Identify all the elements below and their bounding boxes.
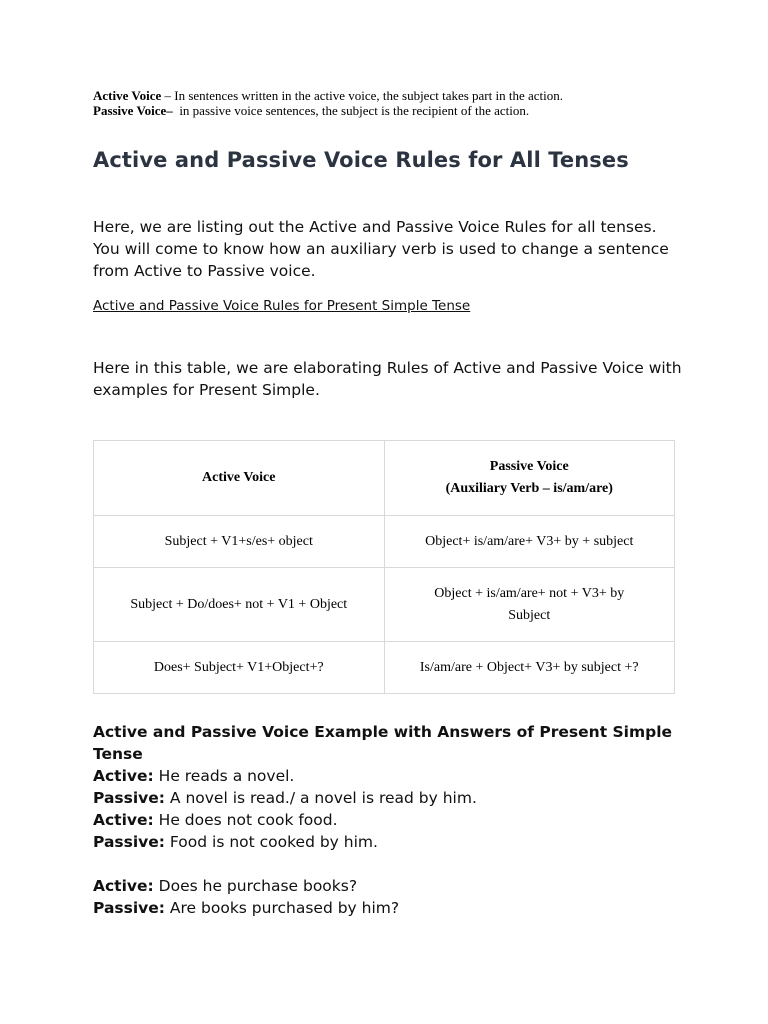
- example-active-line: [93, 765, 683, 787]
- header-active-voice: Active Voice: [94, 441, 385, 516]
- passive-voice-label: Passive Voice–: [93, 103, 173, 118]
- example-passive-text: Are books purchased by him?: [164, 899, 400, 917]
- example-passive-text: Food is not cooked by him.: [164, 833, 378, 851]
- intro-paragraph: Here, we are listing out the Active and Passive Voice Rules for all tenses. You will come to know how an auxiliary verb is used to change a sentence from Active to Passive voice.: [93, 218, 669, 280]
- header-passive-voice: [384, 441, 675, 516]
- cell-passive-rule: Object + is/am/are+ not + V3+ by Subject: [384, 568, 675, 642]
- table-row: [94, 642, 675, 694]
- header-passive-title: Passive Voice: [489, 459, 569, 474]
- active-voice-definition: [93, 88, 693, 103]
- examples-heading: Active and Passive Voice Example with Answers of Present Simple Tense: [93, 723, 673, 763]
- cell-active-rule: Subject + Do/does+ not + V1 + Object: [94, 568, 385, 642]
- page-title: Active and Passive Voice Rules for All Tenses: [93, 148, 629, 172]
- passive-label: Passive:: [93, 789, 165, 807]
- active-label: Active:: [93, 767, 154, 785]
- table-row: [94, 568, 675, 642]
- active-label: Active:: [93, 811, 154, 829]
- example-active-text: He does not cook food.: [153, 811, 338, 829]
- example-active-text: He reads a novel.: [153, 767, 295, 785]
- spacer: [93, 853, 683, 875]
- passive-voice-definition: [93, 103, 693, 118]
- passive-label: Passive:: [93, 833, 165, 851]
- example-active-text: Does he purchase books?: [153, 877, 358, 895]
- example-active-line: [93, 809, 683, 831]
- header-passive-auxiliary: (Auxiliary Verb – is/am/are): [445, 481, 613, 496]
- definitions-block: [93, 88, 693, 118]
- passive-voice-text: in passive voice sentences, the subject is the recipient of the action.: [172, 103, 530, 118]
- active-label: Active:: [93, 877, 154, 895]
- present-simple-rules-link[interactable]: Active and Passive Voice Rules for Present Simple Tense: [93, 298, 471, 314]
- examples-section: [93, 721, 683, 919]
- example-active-line: [93, 875, 683, 897]
- rules-table: [93, 440, 675, 694]
- cell-passive-rule: Is/am/are + Object+ V3+ by subject +?: [384, 642, 675, 694]
- passive-label: Passive:: [93, 899, 165, 917]
- example-passive-text: A novel is read./ a novel is read by him.: [164, 789, 477, 807]
- example-passive-line: [93, 831, 683, 853]
- example-passive-line: [93, 897, 683, 919]
- cell-active-rule: Does+ Subject+ V1+Object+?: [94, 642, 385, 694]
- cell-active-rule: Subject + V1+s/es+ object: [94, 516, 385, 568]
- cell-passive-rule: Object+ is/am/are+ V3+ by + subject: [384, 516, 675, 568]
- active-voice-text: – In sentences written in the active voice, the subject takes part in the action.: [161, 88, 564, 103]
- table-row: [94, 516, 675, 568]
- example-passive-line: [93, 787, 683, 809]
- table-header-row: [94, 441, 675, 516]
- active-voice-label: Active Voice: [93, 88, 162, 103]
- table-intro-paragraph: Here in this table, we are elaborating Rules of Active and Passive Voice with examples for Present Simple.: [93, 359, 682, 399]
